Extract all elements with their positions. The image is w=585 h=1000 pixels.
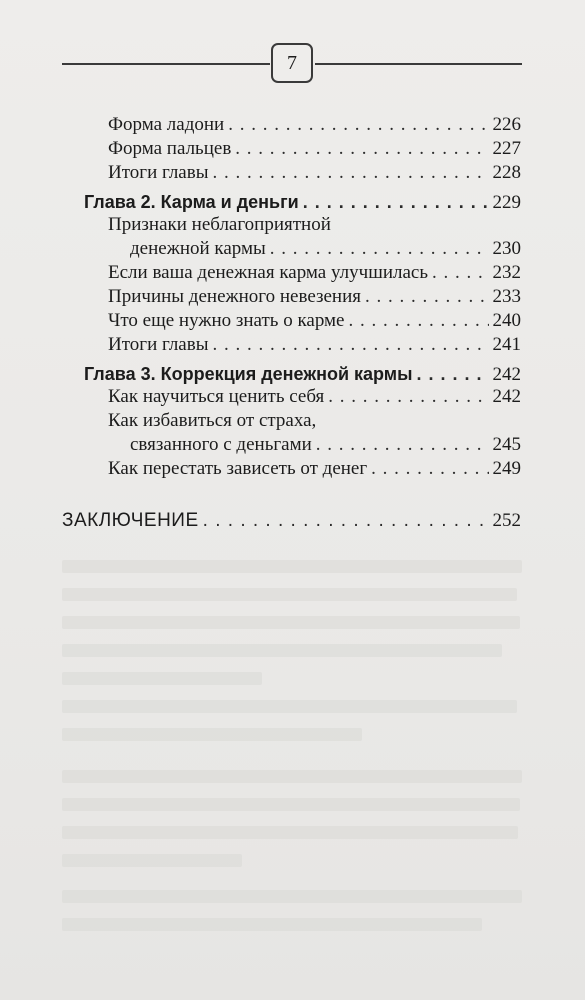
toc-entry-page: 242 bbox=[492, 364, 521, 385]
toc-entry bbox=[108, 333, 521, 357]
toc-entry bbox=[108, 409, 521, 433]
toc-entry bbox=[108, 137, 521, 161]
bleed-through-line bbox=[62, 854, 242, 867]
toc-entry-page: 227 bbox=[492, 138, 521, 159]
toc-leader-dots bbox=[316, 433, 489, 457]
toc-chapter-entry bbox=[84, 362, 521, 387]
toc-entry-page: 232 bbox=[492, 262, 521, 283]
toc-leader-dots bbox=[365, 285, 488, 309]
toc-entry-title: Признаки неблагоприятной bbox=[108, 214, 331, 235]
toc-chapter-title: Глава 3. Коррекция денежной кармы bbox=[84, 364, 413, 384]
toc-entry-page: 226 bbox=[492, 114, 521, 135]
toc-entry bbox=[108, 457, 521, 481]
bleed-through-line bbox=[62, 890, 522, 903]
toc-entry-page: 245 bbox=[492, 434, 521, 455]
toc-entry-title: Как научиться ценить себя bbox=[108, 386, 325, 407]
toc-leader-dots bbox=[432, 261, 488, 285]
toc-entry-page: 242 bbox=[492, 386, 521, 407]
toc-entry-title: Если ваша денежная карма улучшилась bbox=[108, 262, 429, 283]
toc-entry bbox=[108, 261, 521, 285]
bleed-through-line bbox=[62, 616, 520, 629]
bleed-through-line bbox=[62, 588, 517, 601]
toc-leader-dots bbox=[416, 362, 488, 386]
toc-entry-title: денежной кармы bbox=[130, 238, 266, 259]
toc-entry-page: 233 bbox=[492, 286, 521, 307]
toc-leader-dots bbox=[212, 161, 488, 185]
toc-entry-title: связанного с деньгами bbox=[130, 434, 312, 455]
header-rule-left bbox=[62, 63, 270, 65]
bleed-through-line bbox=[62, 672, 262, 685]
toc-leader-dots bbox=[328, 385, 488, 409]
toc-entry-title: Форма пальцев bbox=[108, 138, 232, 159]
toc-entry bbox=[108, 213, 521, 237]
bleed-through-line bbox=[62, 560, 522, 573]
toc-leader-dots bbox=[203, 509, 489, 533]
header-rule-right bbox=[315, 63, 522, 65]
toc-leader-dots bbox=[303, 190, 489, 214]
toc-entry-title: Что еще нужно знать о карме bbox=[108, 310, 345, 331]
bleed-through-line bbox=[62, 826, 518, 839]
toc-entry-page: 229 bbox=[492, 192, 521, 213]
page-number-text: 7 bbox=[287, 51, 297, 74]
toc-chapter-title: Глава 2. Карма и деньги bbox=[84, 192, 299, 212]
toc-entry-title: Итоги главы bbox=[108, 162, 209, 183]
toc-entry-title: Как перестать зависеть от денег bbox=[108, 458, 368, 479]
toc-entry bbox=[108, 161, 521, 185]
toc-entry bbox=[130, 433, 521, 457]
bleed-through-line bbox=[62, 770, 522, 783]
bleed-through-line bbox=[62, 700, 517, 713]
toc-chapter-entry bbox=[84, 190, 521, 215]
toc-entry bbox=[108, 113, 521, 137]
toc-entry-page: 240 bbox=[492, 310, 521, 331]
toc-entry-page: 241 bbox=[492, 334, 521, 355]
toc-entry bbox=[108, 285, 521, 309]
toc-entry bbox=[130, 237, 521, 261]
page-number bbox=[271, 43, 313, 83]
toc-entry-title: Итоги главы bbox=[108, 334, 209, 355]
toc-conclusion-title: ЗАКЛЮЧЕНИЕ bbox=[62, 510, 199, 531]
bleed-through-line bbox=[62, 918, 482, 931]
toc-leader-dots bbox=[235, 137, 488, 161]
toc-leader-dots bbox=[212, 333, 488, 357]
toc-entry bbox=[108, 385, 521, 409]
bleed-through-line bbox=[62, 798, 520, 811]
toc-entry-page: 230 bbox=[492, 238, 521, 259]
toc-entry-title: Форма ладони bbox=[108, 114, 225, 135]
bleed-through-line bbox=[62, 728, 362, 741]
toc-entry-page: 252 bbox=[492, 510, 521, 531]
bleed-through-line bbox=[62, 644, 502, 657]
toc-leader-dots bbox=[349, 309, 489, 333]
toc-entry-page: 249 bbox=[492, 458, 521, 479]
toc-entry-page: 228 bbox=[492, 162, 521, 183]
toc-leader-dots bbox=[228, 113, 488, 137]
toc-leader-dots bbox=[371, 457, 488, 481]
toc-entry bbox=[108, 309, 521, 333]
toc-entry-title: Как избавиться от страха, bbox=[108, 410, 317, 431]
toc-conclusion-entry bbox=[62, 509, 521, 533]
toc-leader-dots bbox=[270, 237, 489, 261]
toc-entry-title: Причины денежного невезения bbox=[108, 286, 362, 307]
